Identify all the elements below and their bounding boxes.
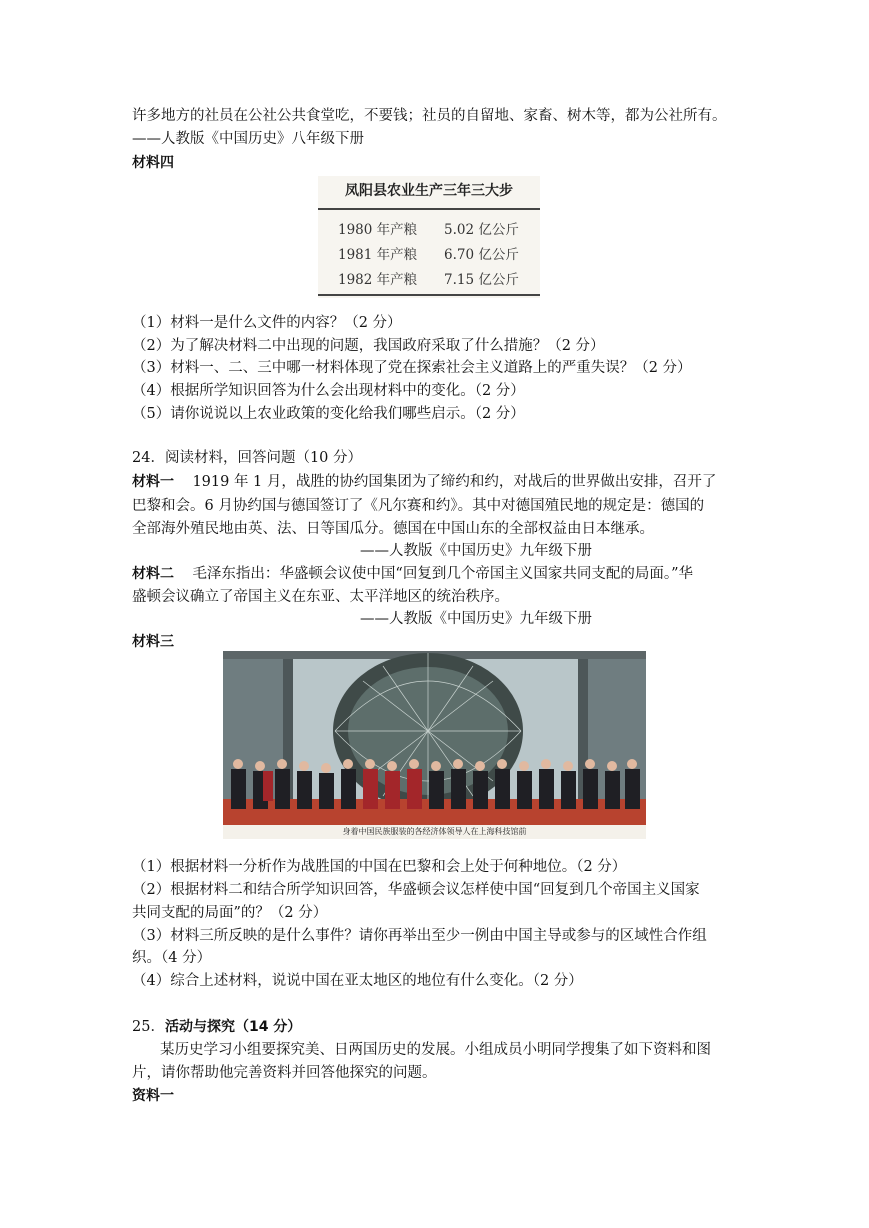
question-heading: 24．阅读材料，回答问题（10 分） (132, 450, 363, 466)
source-line: ——人教版《中国历史》九年级下册 (360, 543, 592, 559)
table-top-rule (318, 208, 540, 210)
row-year: 1981 年产粮 (338, 247, 418, 263)
question-number: 25． (132, 1019, 165, 1035)
question-line: 织。（4 分） (132, 950, 212, 966)
table-row (318, 218, 540, 240)
question-heading (132, 1017, 301, 1037)
data-label: 资料一 (132, 1088, 174, 1104)
material-label: 材料四 (132, 155, 174, 171)
material-label: 材料三 (132, 634, 174, 650)
material-label: 材料一 (132, 474, 174, 490)
apec-leaders-photo (223, 651, 646, 839)
table-bottom-rule (318, 294, 540, 296)
photo-caption: 身着中国民族服装的各经济体领导人在上海科技馆前 (223, 825, 646, 839)
row-year: 1982 年产粮 (338, 272, 418, 288)
question-line: （4）综合上述材料，说说中国在亚太地区的地位有什么变化。（2 分） (132, 973, 583, 989)
material-paragraph (132, 472, 716, 492)
material-text: 巴黎和会。6 月协约国与德国签订了《凡尔赛和约》。其中对德国殖民地的规定是：德国的 (132, 498, 705, 514)
material-text: 1919 年 1 月，战胜的协约国集团为了缔约和约，对战后的世界做出安排，召开了 (192, 474, 717, 490)
row-value: 7.15 亿公斤 (444, 272, 519, 288)
grain-output-table (318, 176, 540, 298)
question-line: （1）材料一是什么文件的内容？（2 分） (132, 315, 402, 331)
question-line: （3）材料三所反映的是什么事件？请你再举出至少一例由中国主导或参与的区域性合作组 (132, 928, 707, 944)
row-value: 5.02 亿公斤 (444, 222, 519, 238)
material-text: 全部海外殖民地由英、法、日等国瓜分。德国在中国山东的全部权益由日本继承。 (132, 521, 654, 537)
table-title: 凤阳县农业生产三年三大步 (345, 183, 513, 199)
row-value: 6.70 亿公斤 (444, 247, 519, 263)
table-row (318, 243, 540, 265)
material-paragraph (132, 564, 693, 584)
source-line: ——人教版《中国历史》九年级下册 (360, 611, 592, 627)
material-text: 盛顿会议确立了帝国主义在东亚、太平洋地区的统治秩序。 (132, 589, 509, 605)
row-year: 1980 年产粮 (338, 222, 418, 238)
question-line: （2）根据材料二和结合所学知识回答，华盛顿会议怎样使中国“回复到几个帝国主义国家 (132, 882, 700, 898)
material-text: 毛泽东指出：华盛顿会议使中国“回复到几个帝国主义国家共同支配的局面。”华 (192, 566, 694, 582)
material-label: 材料二 (132, 566, 174, 582)
question-line: （1）根据材料一分析作为战胜国的中国在巴黎和会上处于何种地位。（2 分） (132, 859, 627, 875)
question-line: （3）材料一、二、三中哪一材料体现了党在探索社会主义道路上的严重失误？（2 分） (132, 360, 692, 376)
question-line: （5）请你说说以上农业政策的变化给我们哪些启示。（2 分） (132, 406, 525, 422)
commune-text: 许多地方的社员在公社公共食堂吃，不要钱；社员的自留地、家畜、树木等，都为公社所有。 (132, 108, 727, 124)
intro-text: 片，请你帮助他完善资料并回答他探究的问题。 (132, 1065, 437, 1081)
question-line: 共同支配的局面”的？（2 分） (132, 905, 328, 921)
question-title: 活动与探究（14 分） (164, 1019, 302, 1035)
photo-illustration (223, 651, 646, 825)
intro-text: 某历史学习小组要探究美、日两国历史的发展。小组成员小明同学搜集了如下资料和图 (160, 1042, 711, 1058)
source-line: ——人教版《中国历史》八年级下册 (132, 131, 364, 147)
question-line: （2）为了解决材料二中出现的问题，我国政府采取了什么措施？（2 分） (132, 338, 605, 354)
question-line: （4）根据所学知识回答为什么会出现材料中的变化。（2 分） (132, 383, 525, 399)
table-row (318, 268, 540, 290)
